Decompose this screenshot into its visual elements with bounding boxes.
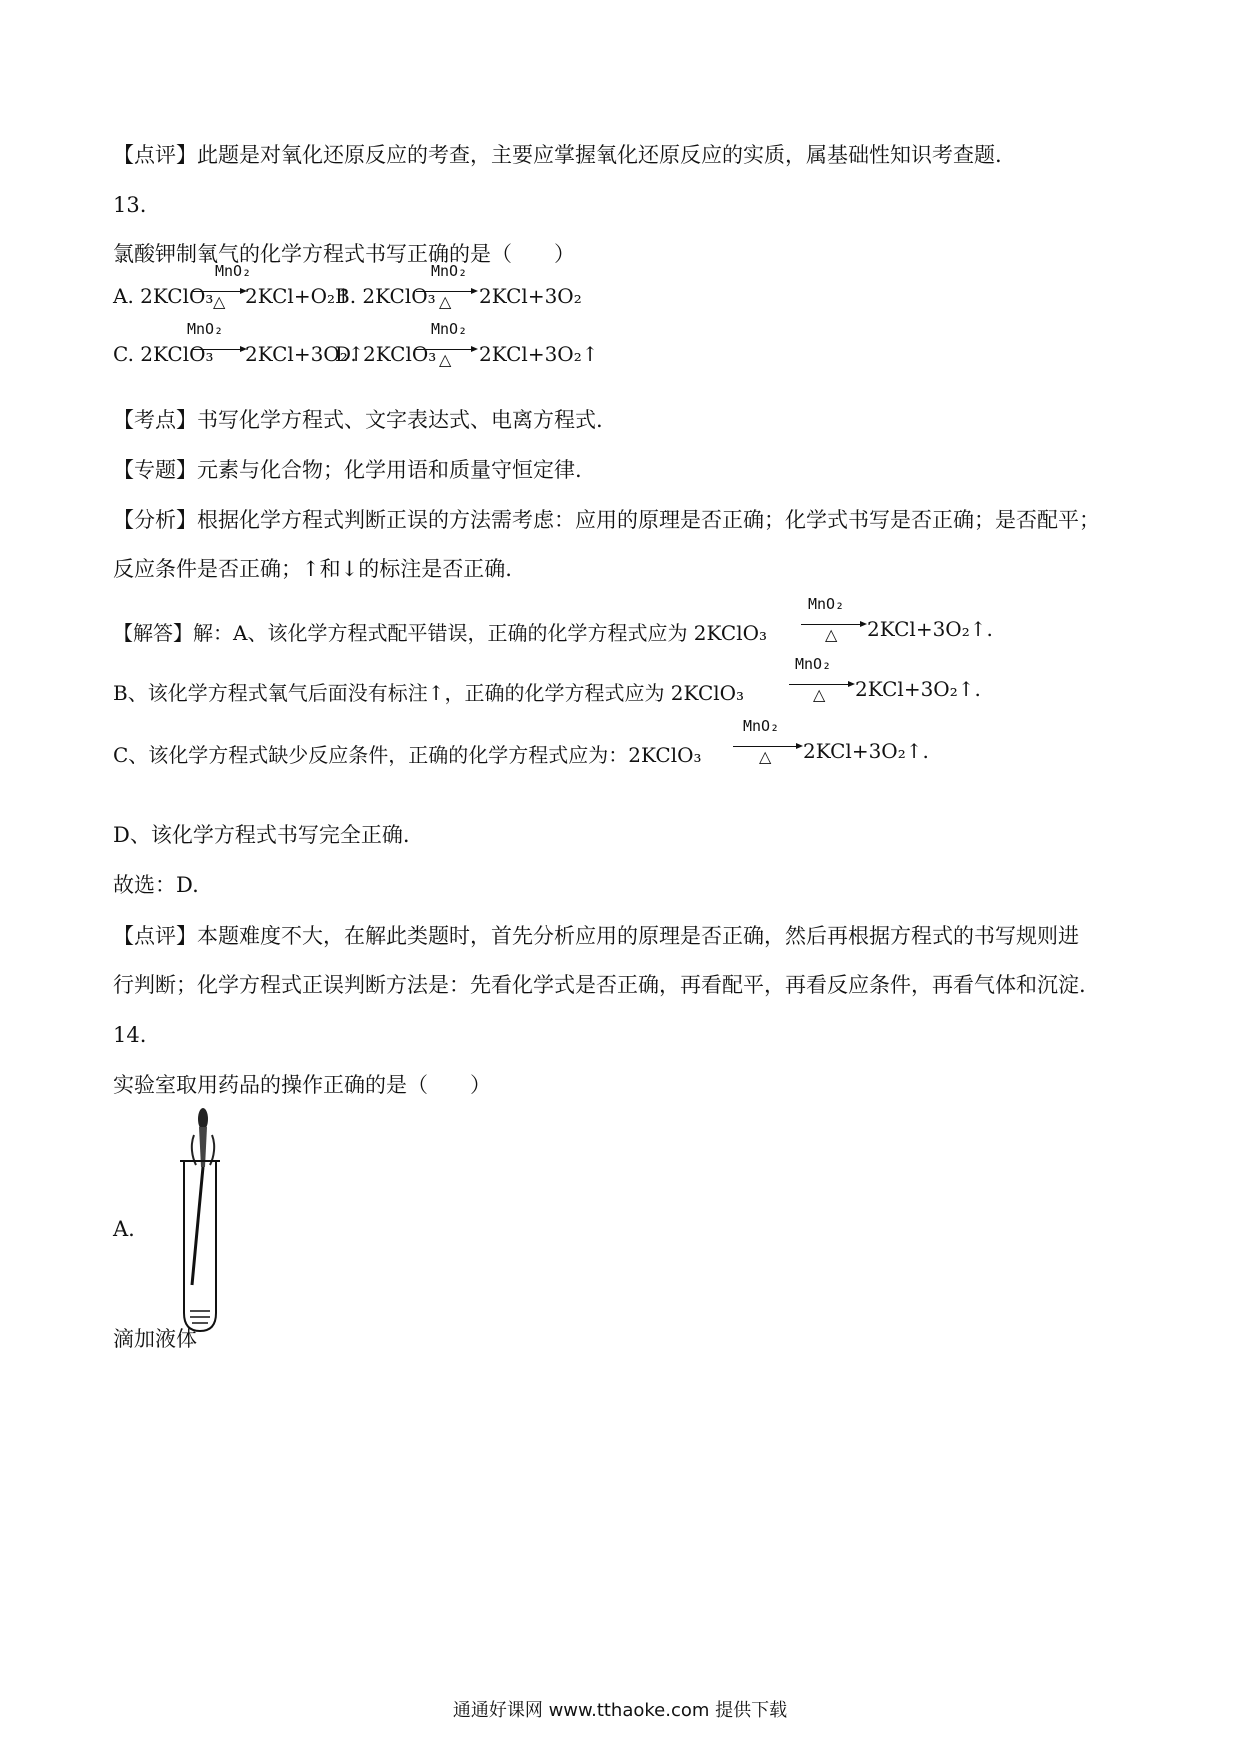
choice-line: 故选：D.	[113, 873, 199, 897]
comment2-line-2: 行判断；化学方程式正误判断方法是：先看化学式是否正确，再看配平，再看反应条件，再看气体和沉淀.	[113, 973, 1086, 997]
option-b-catalyst: MnO₂	[431, 262, 468, 280]
option-c-catalyst: MnO₂	[187, 320, 224, 338]
comment2-line-1: 【点评】本题难度不大，在解此类题时，首先分析应用的原理是否正确，然后再根据方程式的书写规则进	[113, 924, 1079, 948]
question-14-stem: 实验室取用药品的操作正确的是（ ）	[113, 1073, 491, 1097]
answer-line-a	[113, 595, 1013, 655]
answer-c-text: C、该化学方程式缺少反应条件，正确的化学方程式应为：2KClO₃	[113, 743, 702, 767]
question-number-13: 13.	[113, 193, 147, 217]
answer-c-catalyst: MnO₂	[743, 717, 780, 735]
question-number-14: 14.	[113, 1023, 147, 1047]
option-b-reactant: B. 2KClO₃	[335, 284, 436, 308]
option-a-product: 2KCl+O₂↑	[245, 284, 352, 308]
option-c-arrow	[193, 349, 241, 350]
answer-line-c	[113, 717, 1013, 777]
answer-d-line: D、该化学方程式书写完全正确.	[113, 823, 410, 847]
answer-a-product: 2KCl+3O₂↑.	[867, 617, 993, 641]
topic-line: 【专题】元素与化合物；化学用语和质量守恒定律.	[113, 458, 582, 482]
option-d-reactant: D. 2KClO₃	[335, 342, 437, 366]
option-a-heat: △	[213, 292, 226, 311]
options-row-ab	[113, 262, 733, 322]
answer-c-heat: △	[759, 747, 772, 766]
answer-b-heat: △	[813, 685, 826, 704]
answer-b-product: 2KCl+3O₂↑.	[855, 677, 981, 701]
answer-b-text: B、该化学方程式氧气后面没有标注↑，正确的化学方程式应为 2KClO₃	[113, 681, 745, 705]
comment-line: 【点评】此题是对氧化还原反应的考查，主要应掌握氧化还原反应的实质，属基础性知识考查题.	[113, 143, 1002, 167]
options-row-cd	[113, 320, 733, 380]
option-b-product: 2KCl+3O₂	[479, 284, 582, 308]
option-d-catalyst: MnO₂	[431, 320, 468, 338]
option-c-reactant: C. 2KClO₃	[113, 342, 214, 366]
exam-point-line: 【考点】书写化学方程式、文字表达式、电离方程式.	[113, 408, 603, 432]
option-a-reactant: A. 2KClO₃	[113, 284, 214, 308]
analysis-line-1: 【分析】根据化学方程式判断正误的方法需考虑：应用的原理是否正确；化学式书写是否正确；是否配平；	[113, 508, 1100, 532]
option-d-heat: △	[439, 350, 452, 369]
option-a-catalyst: MnO₂	[215, 262, 252, 280]
analysis-line-2: 反应条件是否正确；↑和↓的标注是否正确.	[113, 557, 512, 581]
question-13-stem: 氯酸钾制氧气的化学方程式书写正确的是（ ）	[113, 242, 575, 266]
option-d-product: 2KCl+3O₂↑	[479, 342, 599, 366]
option-b-heat: △	[439, 292, 452, 311]
answer-a-catalyst: MnO₂	[808, 595, 845, 613]
option-a-caption: 滴加液体	[113, 1327, 197, 1351]
footer: 通通好课网 www.tthaoke.com 提供下载	[452, 1700, 788, 1721]
answer-a-heat: △	[825, 625, 838, 644]
answer-b-catalyst: MnO₂	[795, 655, 832, 673]
option-a-label: A.	[113, 1217, 135, 1241]
answer-c-product: 2KCl+3O₂↑.	[803, 739, 929, 763]
answer-line-b	[113, 655, 1013, 715]
answer-a-text: 【解答】解：A、该化学方程式配平错误，正确的化学方程式应为 2KClO₃	[113, 621, 768, 645]
option-c-product: 2KCl+3O₂↑	[245, 342, 365, 366]
test-tube-dropper-image	[160, 1105, 240, 1335]
